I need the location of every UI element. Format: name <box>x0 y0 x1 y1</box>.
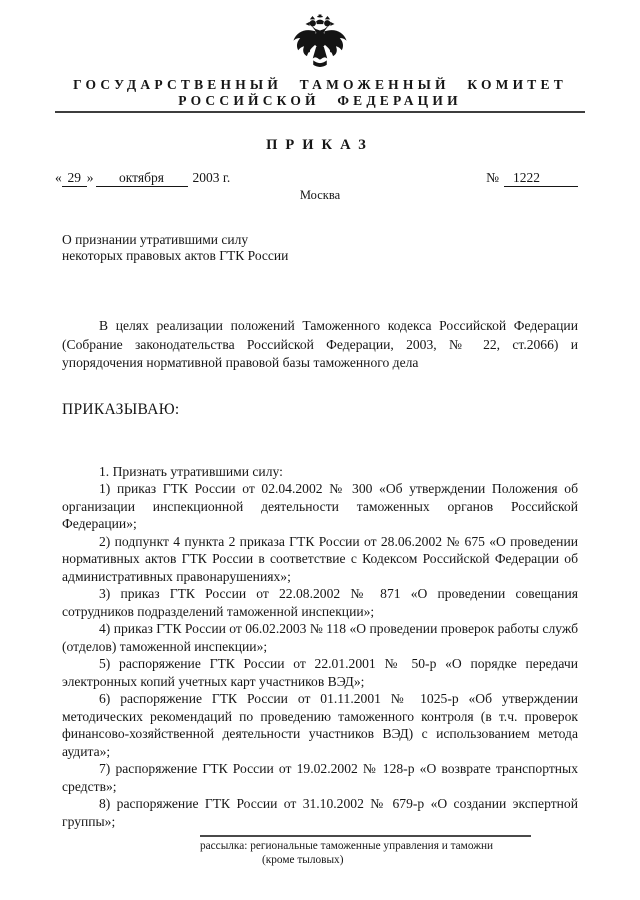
order-item-3: 3) приказ ГТК России от 22.08.2002 № 871 «О проведении совещания сотрудников подразделений таможенной инспекции»; <box>62 586 578 619</box>
order-item-4: 4) приказ ГТК России от 06.02.2003 № 118 «О проведении проверок работы служб (отделов) таможенной инспекции»; <box>62 621 578 654</box>
date-year: 2003 г. <box>192 170 231 185</box>
close-quote: » <box>86 170 94 185</box>
open-quote: « <box>55 170 62 185</box>
doc-number-field <box>486 170 578 187</box>
subject-line2: некоторых правовых актов ГТК России <box>62 248 289 263</box>
double-headed-eagle-icon <box>291 14 349 74</box>
doc-type-title: ПРИКАЗ <box>266 137 374 153</box>
order-item-5: 5) распоряжение ГТК России от 22.01.2001 № 50-р «О порядке передачи электронных копий учетных карт участников ВЭД»; <box>62 656 578 689</box>
subject-block <box>62 232 578 264</box>
date-number-row <box>55 170 578 187</box>
date-field <box>55 170 230 187</box>
order-item-2: 2) подпункт 4 пункта 2 приказа ГТК России от 28.06.2002 № 675 «О проведении нормативных актов ГТК России в соответствие с Кодексом Российской Федерации об административных правонарушениях»; <box>62 533 578 584</box>
order-item-1: 1) приказ ГТК России от 02.04.2002 № 300 «Об утверждении Положения об организации инспекционной деятельности таможенных органов Российской Федерации»; <box>62 481 578 532</box>
order-item-8: 8) распоряжение ГТК России от 31.10.2002 № 679-р «О создании экспертной группы»; <box>62 796 578 829</box>
distribution-note <box>200 835 531 868</box>
order-item-6: 6) распоряжение ГТК России от 01.11.2001 № 1025-р «Об утверждении методических рекомендаций по проведению таможенного контроля (в т.ч. проверок финансово-хозяйственной деятельности участников ВЭД) с использованием метода аудита»; <box>62 691 578 759</box>
city-label: Москва <box>299 188 341 202</box>
subject-line1: О признании утратившими силу <box>62 232 249 247</box>
preamble-paragraph: В целях реализации положений Таможенного кодекса Российской Федерации (Собрание законодательства Российской Федерации, 2003, № 22, ст.2066) и упорядочения нормативной правовой базы таможенного дела <box>62 318 578 371</box>
number-label: № <box>486 170 499 185</box>
date-month: октября <box>96 170 188 187</box>
distribution-line2: (кроме тыловых) <box>262 853 344 866</box>
distribution-line1: рассылка: региональные таможенные управления и таможни <box>200 840 494 852</box>
order-item-7: 7) распоряжение ГТК России от 19.02.2002 № 128-р «О возврате транспортных средств»; <box>62 761 578 794</box>
org-name <box>0 77 640 108</box>
date-day: 29 <box>62 170 87 187</box>
doc-number: 1222 <box>504 170 578 187</box>
order-items <box>62 463 578 831</box>
resolution-word: ПРИКАЗЫВАЮ: <box>62 400 180 418</box>
order-item-intro: 1. Признать утратившими силу: <box>99 463 283 479</box>
org-name-line1: ГОСУДАРСТВЕННЫЙ ТАМОЖЕННЫЙ КОМИТЕТ <box>73 77 567 92</box>
org-name-line2: РОССИЙСКОЙ ФЕДЕРАЦИИ <box>178 92 462 108</box>
header-divider <box>55 111 585 113</box>
